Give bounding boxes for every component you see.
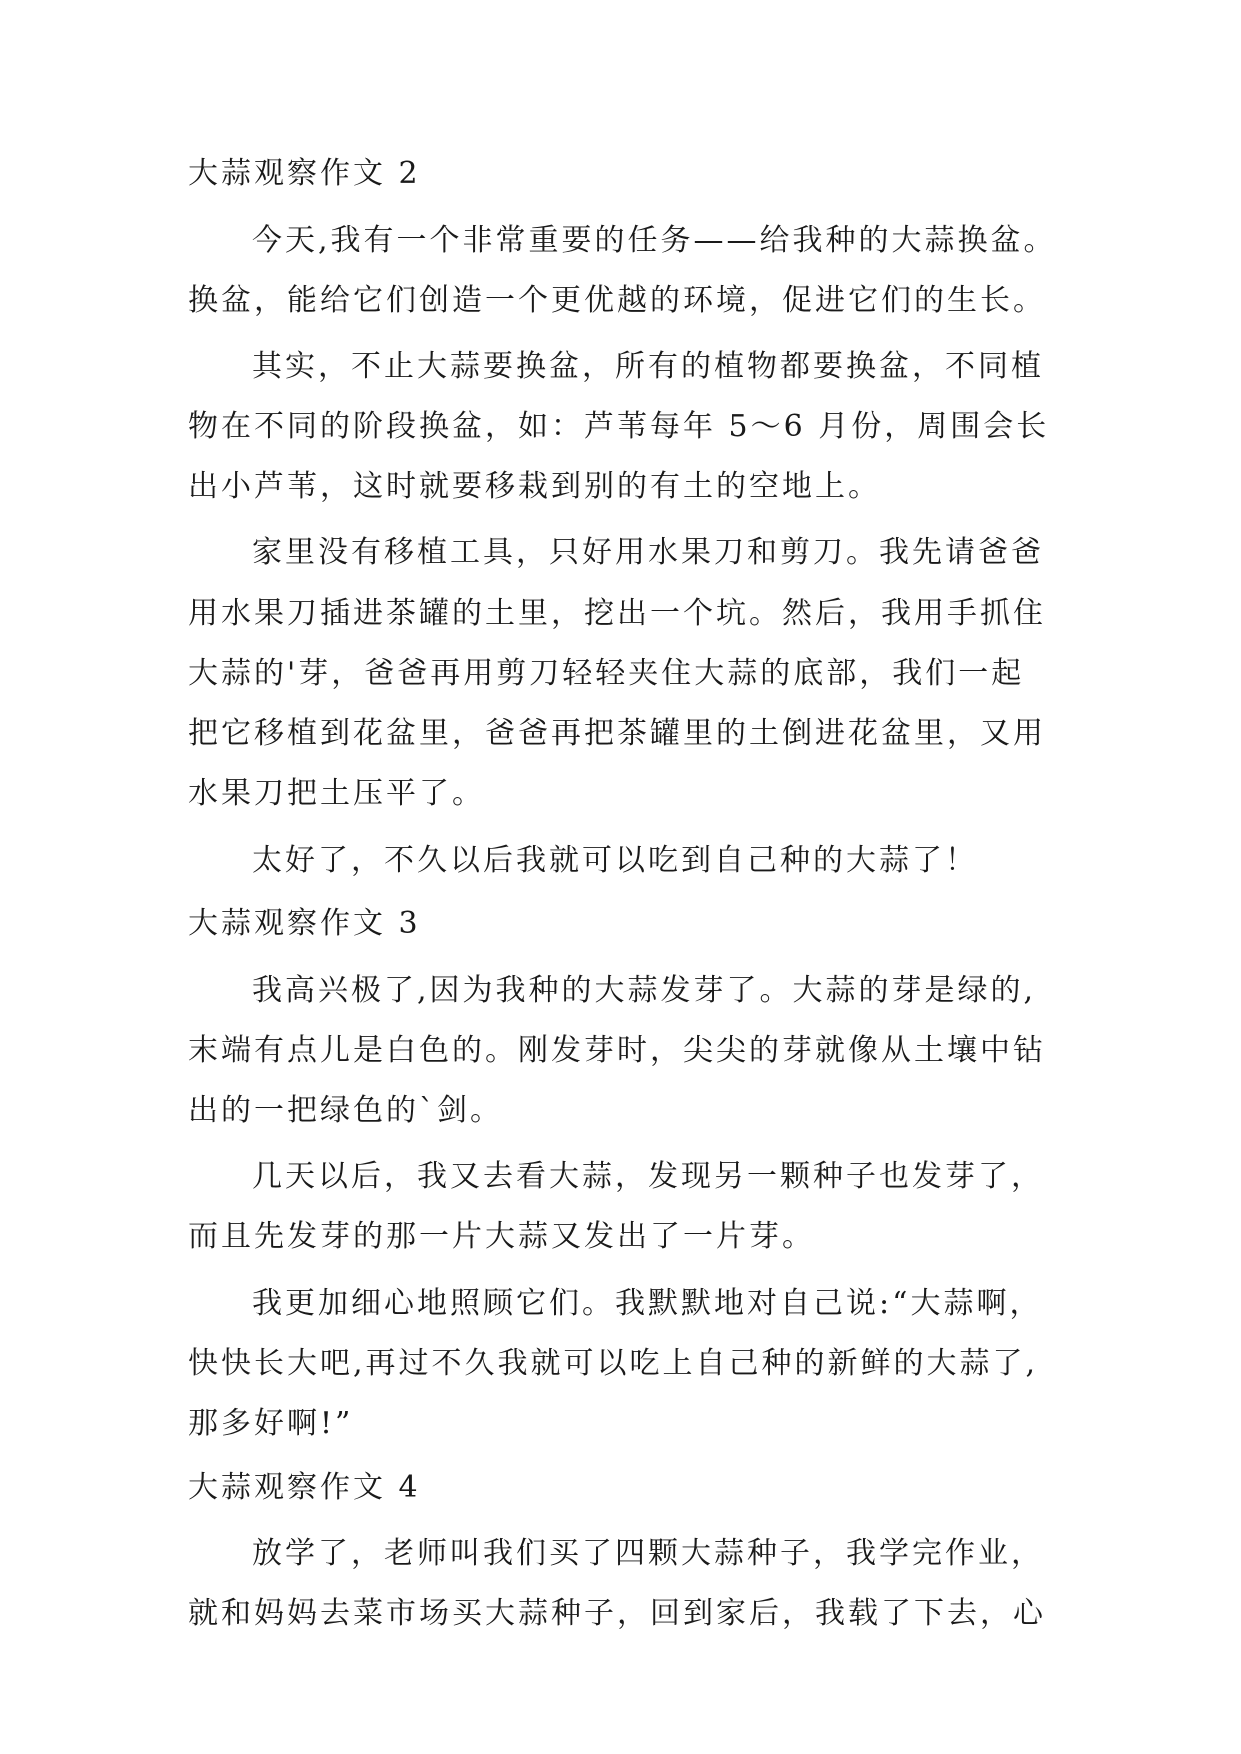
paragraph-line: 我更加细心地照顾它们。我默默地对自己说:“大蒜啊， xyxy=(252,1286,1043,1321)
paragraph-line: 出的一把绿色的`剑。 xyxy=(188,1093,503,1128)
paragraph-line: 物在不同的阶段换盆，如：芦苇每年 5～6 月份，周围会长 xyxy=(188,409,1050,444)
paragraph-line: 大蒜的'芽，爸爸再用剪刀轻轻夹住大蒜的底部，我们一起 xyxy=(188,656,1025,691)
section-title-2: 大蒜观察作文 2 xyxy=(188,156,421,191)
paragraph-line: 末端有点儿是白色的。刚发芽时，尖尖的芽就像从土壤中钻 xyxy=(188,1033,1046,1068)
paragraph-line: 几天以后，我又去看大蒜，发现另一颗种子也发芽了， xyxy=(252,1159,1044,1194)
paragraph-line: 用水果刀插进茶罐的土里，挖出一个坑。然后，我用手抓住 xyxy=(188,596,1046,631)
paragraph-line: 就和妈妈去菜市场买大蒜种子，回到家后，我载了下去，心 xyxy=(188,1596,1046,1631)
paragraph-line: 快快长大吧,再过不久我就可以吃上自己种的新鲜的大蒜了, xyxy=(188,1346,1039,1381)
section-title-3: 大蒜观察作文 3 xyxy=(188,906,421,941)
paragraph-line: 水果刀把土压平了。 xyxy=(188,776,485,811)
paragraph-line: 把它移植到花盆里，爸爸再把茶罐里的土倒进花盆里，又用 xyxy=(188,716,1046,751)
paragraph-line: 那多好啊!” xyxy=(188,1406,354,1441)
section-title-4: 大蒜观察作文 4 xyxy=(188,1470,421,1505)
paragraph-line: 换盆，能给它们创造一个更优越的环境，促进它们的生长。 xyxy=(188,283,1046,318)
paragraph-line: 今天,我有一个非常重要的任务——给我种的大蒜换盆。 xyxy=(252,223,1057,258)
paragraph-line: 出小芦苇，这时就要移栽到别的有土的空地上。 xyxy=(188,469,881,504)
paragraph-line: 而且先发芽的那一片大蒜又发出了一片芽。 xyxy=(188,1219,815,1254)
paragraph-line: 我高兴极了,因为我种的大蒜发芽了。大蒜的芽是绿的, xyxy=(252,973,1037,1008)
paragraph-line: 其实，不止大蒜要换盆，所有的植物都要换盆，不同植 xyxy=(252,349,1044,384)
paragraph-line: 太好了，不久以后我就可以吃到自己种的大蒜了！ xyxy=(252,843,978,878)
paragraph-line: 放学了，老师叫我们买了四颗大蒜种子，我学完作业， xyxy=(252,1536,1044,1571)
paragraph-line: 家里没有移植工具，只好用水果刀和剪刀。我先请爸爸 xyxy=(252,535,1044,570)
